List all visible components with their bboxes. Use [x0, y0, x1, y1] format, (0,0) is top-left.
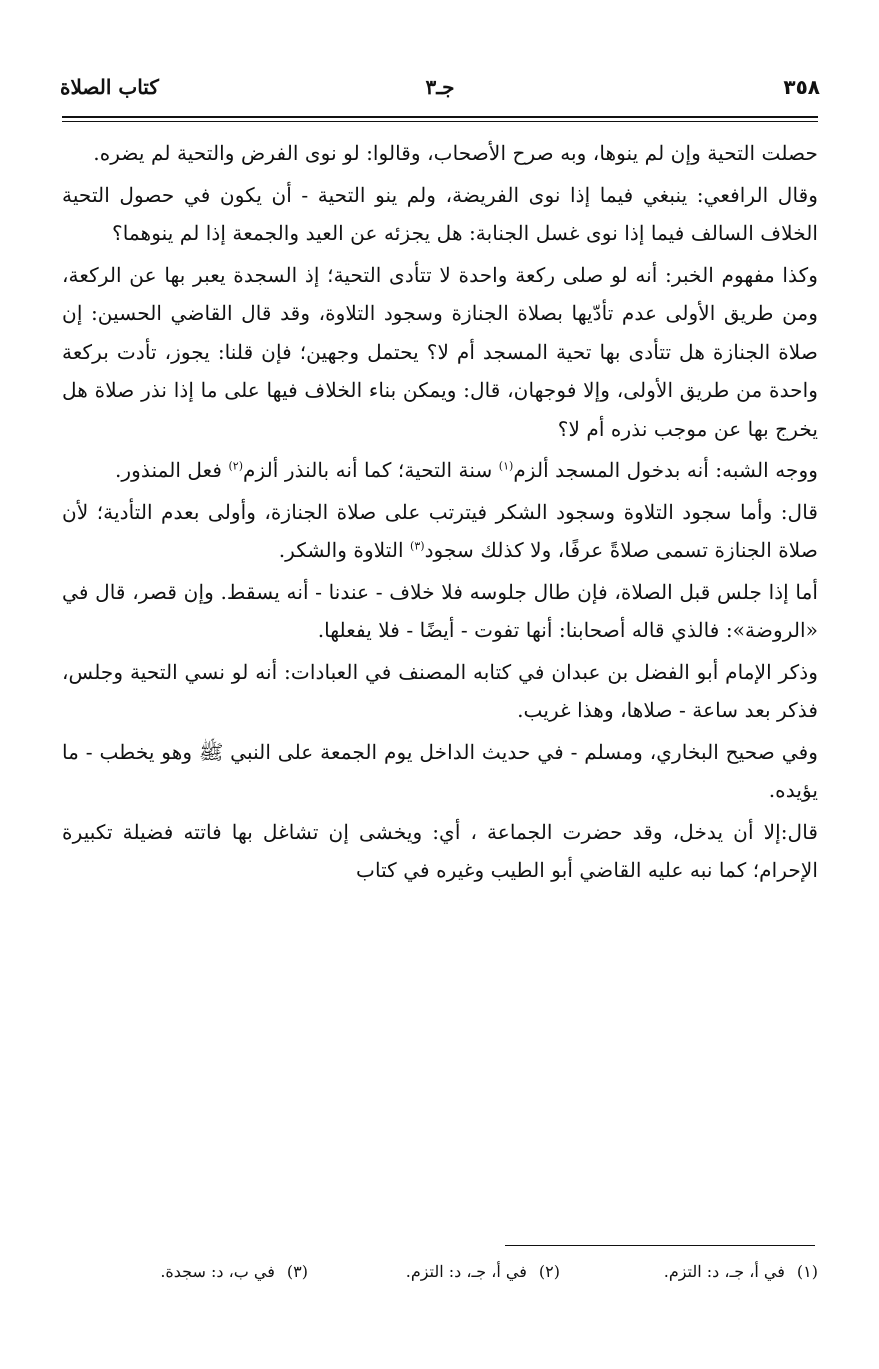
footnote-marker: (١) [498, 459, 514, 473]
paragraph: وكذا مفهوم الخبر: أنه لو صلى ركعة واحدة لا تتأدى التحية؛ إذ السجدة يعبر بها عن الركعة، ومن طريق الأولى عدم تأدّيها بصلاة الجنازة وسجود التلاوة، وقد قال القاضي الحسين: إن صلاة الجنازة هل تتأدى بها تحية المسجد أم لا؟ يحتمل وجهين؛ فإن قلنا: يجوز، تأدت بركعة واحدة من طريق الأولى، وإلا فوجهان، قال: ويمكن بناء الخلاف فيها على ما إذا نذر صلاة هل يخرج بها عن موجب نذره أم لا؟ [62, 262, 818, 441]
footnote-number: (٣) [286, 1262, 308, 1281]
footnote-marker: (٣) [410, 539, 425, 553]
footnote-text: في ب، د: سجدة. [160, 1262, 275, 1281]
paragraph-text: سنة التحية؛ كما أنه بالنذر ألزم [243, 458, 499, 482]
paragraph-text: قال: وأما سجود التلاوة وسجود الشكر فيترتب على صلاة الجنازة، وأولى بعدم التأدية؛ لأن صلاة الجنازة تسمى صلاةً عرفًا، ولا كذلك سجود [62, 499, 818, 562]
paragraph-text: فعل المنذور. [114, 458, 229, 482]
paragraph: وقال الرافعي: ينبغي فيما إذا نوى الفريضة، ولم ينو التحية - أن يكون في حصول التحية الخلاف السالف فيما إذا نوى غسل الجنابة: هل يجزئه عن العيد والجمعة إذا لم ينوهما؟ [62, 182, 818, 245]
paragraph: أما إذا جلس قبل الصلاة، فإن طال جلوسه فلا خلاف - عندنا - أنه يسقط. وإن قصر، قال في «الروضة»: فالذي قاله أصحابنا: أنها تفوت - أيضًا - فلا يفعلها. [62, 579, 818, 642]
footnote-text: في أ، جـ، د: التزم. [663, 1262, 785, 1281]
footnote-item [406, 1256, 560, 1288]
footnote-separator [505, 1245, 815, 1246]
paragraph [62, 493, 818, 570]
paragraph: حصلت التحية وإن لم ينوها، وبه صرح الأصحاب، وقالوا: لو نوى الفرض والتحية لم يضره. [93, 141, 818, 165]
paragraph-text: التلاوة والشكر. [278, 538, 411, 562]
paragraph: وذكر الإمام أبو الفضل بن عبدان في كتابه المصنف في العبادات: أنه لو نسي التحية وجلس، فذكر بعد ساعة - صلاها، وهذا غريب. [62, 659, 818, 722]
paragraph-text: ووجه الشبه: أنه بدخول المسجد ألزم [513, 458, 818, 482]
header-rule-thin [62, 121, 818, 122]
header-rule-thick [62, 116, 818, 118]
paragraph [62, 451, 818, 490]
paragraph: قال:إلا أن يدخل، وقد حضرت الجماعة ، أي: ويخشى إن تشاغل بها فاتته فضيلة تكبيرة الإحرام؛ كما نبه عليه القاضي أبو الطيب وغيره في كتاب [62, 819, 818, 882]
main-text [62, 134, 818, 893]
footnote-number: (٢) [538, 1262, 560, 1281]
footnote-text: في أ، جـ، د: التزم. [405, 1262, 527, 1281]
page-number: ٣٥٨ [783, 75, 820, 99]
page-header [60, 70, 820, 110]
footnotes [62, 1256, 818, 1296]
footnote-item [160, 1256, 308, 1288]
book-title: كتاب الصلاة [60, 75, 159, 99]
volume-label: جـ٣ [425, 75, 455, 99]
footnote-number: (١) [796, 1262, 818, 1281]
footnote-item [664, 1256, 818, 1288]
paragraph: وفي صحيح البخاري، ومسلم - في حديث الداخل يوم الجمعة على النبي ﷺ وهو يخطب - ما يؤيده. [62, 739, 818, 802]
footnote-marker: (٢) [228, 459, 243, 473]
